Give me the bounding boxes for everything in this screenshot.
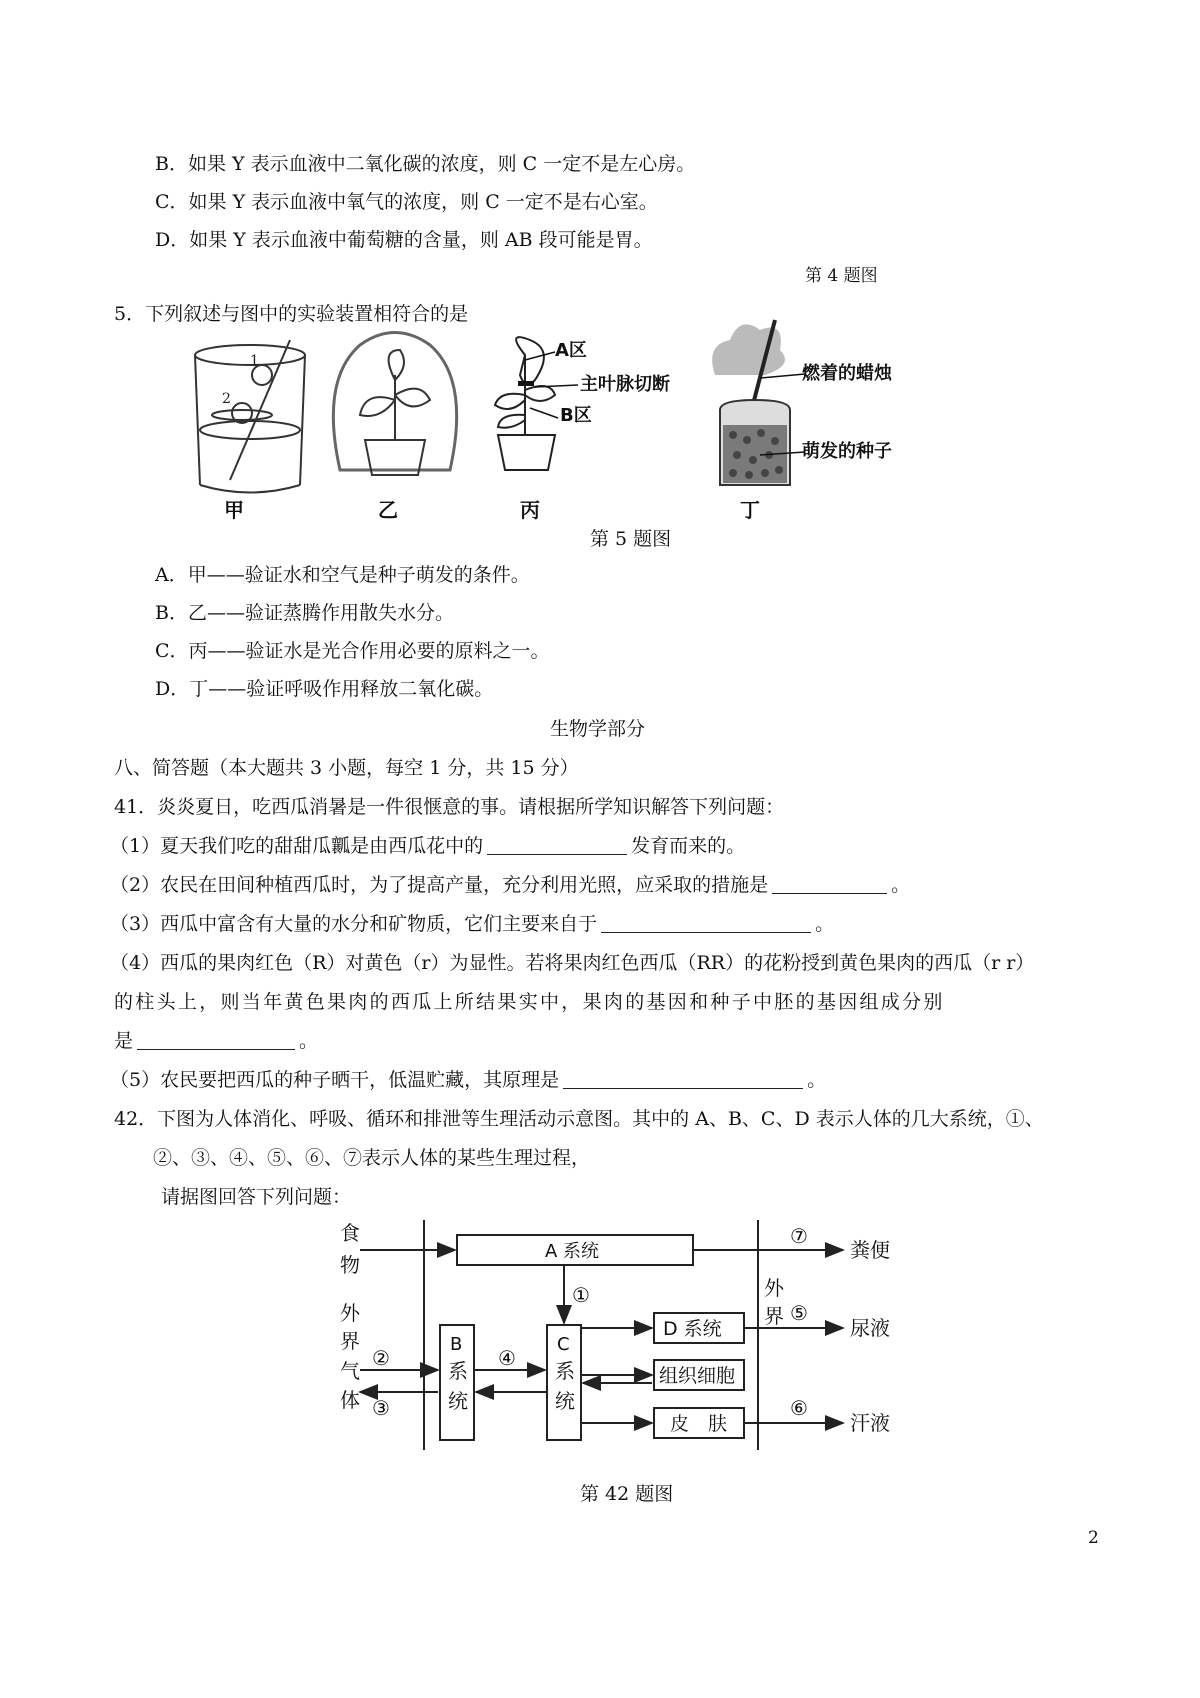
physiology-flow-diagram: [340, 1215, 920, 1455]
c-system-3: 统: [555, 1389, 575, 1413]
num-6: ⑥: [790, 1396, 808, 1420]
q41-sub4-text: 是: [114, 1030, 134, 1052]
num-5: ⑤: [790, 1301, 808, 1325]
label-a-zone: A区: [555, 340, 587, 361]
d-system-label: D 系统: [663, 1318, 722, 1340]
q41-sub3-text: （3）西瓜中富含有大量的水分和矿物质，它们主要来自于: [110, 913, 598, 935]
pointer-lines-bing: [520, 340, 590, 420]
q41-sub5-text: （5）农民要把西瓜的种子晒干，低温贮藏，其原理是: [110, 1069, 560, 1091]
skin-label: 皮 肤: [670, 1413, 728, 1435]
label-outside-right-1: 外: [764, 1276, 784, 1300]
b-system-1: B: [450, 1334, 463, 1355]
q41-sub1-text: （1）夏天我们吃的甜甜瓜瓤是由西瓜花中的: [110, 835, 484, 857]
label-gas-1: 气: [340, 1359, 360, 1383]
q41-blank-3[interactable]: [601, 914, 811, 933]
label-food-2: 物: [340, 1253, 360, 1277]
label-candle: 燃着的蜡烛: [802, 363, 892, 384]
num-2: ②: [372, 1346, 390, 1370]
q41-sub2-text: （2）农民在田间种植西瓜时，为了提高产量，充分利用光照，应采取的措施是: [110, 874, 769, 896]
label-vein-cut: 主叶脉切断: [580, 374, 670, 395]
q42-stem-line1: 42．下图为人体消化、呼吸、循环和排泄等生理活动示意图。其中的 A、B、C、D 表示人体的几大系统，①、: [114, 1108, 1044, 1130]
q41-sub3-tail: 。: [815, 913, 835, 935]
num-4: ④: [498, 1346, 516, 1370]
q41-sub4-tail: 。: [299, 1030, 319, 1052]
a-system-label: A 系统: [545, 1241, 600, 1262]
num-7: ⑦: [790, 1224, 808, 1248]
q41-sub4-line1: （4）西瓜的果肉红色（R）对黄色（r）为显性。若将果肉红色西瓜（RR）的花粉授到黄色果肉的西瓜（r r）: [110, 952, 1035, 974]
q5-figure-caption: 第 5 题图: [590, 528, 672, 550]
c-system-2: 系: [555, 1359, 575, 1383]
figure-label-jia: 甲: [224, 498, 244, 522]
b-system-2: 系: [448, 1359, 468, 1383]
q5-option-a: A．甲——验证水和空气是种子萌发的条件。: [155, 564, 530, 586]
bell-jar-plant-figure: [320, 320, 470, 495]
q41-blank-2[interactable]: [772, 875, 887, 894]
num-1: ①: [572, 1283, 590, 1307]
feces-label: 粪便: [850, 1238, 890, 1262]
label-food-1: 食: [340, 1221, 360, 1245]
figure-label-ding: 丁: [740, 498, 760, 522]
q42-stem-line2: ②、③、④、⑤、⑥、⑦表示人体的某些生理过程，: [153, 1147, 591, 1169]
num-3: ③: [372, 1396, 390, 1420]
q41-sub2-tail: 。: [891, 874, 911, 896]
q5-option-b: B．乙——验证蒸腾作用散失水分。: [155, 602, 454, 624]
q41-sub4-line2: 的柱头上，则当年黄色果肉的西瓜上所结果实中，果肉的基因和种子中胚的基因组成分别: [114, 991, 945, 1013]
b-system-3: 统: [448, 1389, 468, 1413]
tissue-cells-label: 组织细胞: [659, 1365, 736, 1387]
q41-sub5: [110, 1069, 826, 1092]
label-outside-1: 外: [340, 1301, 360, 1325]
label-outside-2: 界: [340, 1329, 360, 1353]
label-seeds: 萌发的种子: [802, 441, 892, 462]
label-b-zone: B区: [560, 405, 592, 426]
section-title: 生物学部分: [550, 718, 646, 740]
label-outside-right-2: 界: [764, 1304, 784, 1328]
q42-stem-line3: 请据图回答下列问题：: [161, 1186, 352, 1208]
q5-option-c: C．丙——验证水是光合作用必要的原料之一。: [155, 640, 550, 662]
q4-option-b: B．如果 Y 表示血液中二氧化碳的浓度，则 C 一定不是左心房。: [155, 153, 696, 175]
q41-sub5-tail: 。: [807, 1069, 827, 1091]
q4-option-c: C．如果 Y 表示血液中氧气的浓度，则 C 一定不是右心室。: [155, 191, 658, 213]
q42-figure-caption: 第 42 题图: [580, 1483, 674, 1505]
q41-sub3: [110, 913, 834, 936]
label-gas-2: 体: [340, 1388, 360, 1412]
q4-figure-caption: 第 4 题图: [805, 266, 878, 286]
q5-stem: 5．下列叙述与图中的实验装置相符合的是: [114, 303, 469, 325]
q41-sub1: [110, 835, 745, 858]
page-number: 2: [1088, 1528, 1099, 1548]
q41-blank-5[interactable]: [563, 1070, 803, 1089]
q41-sub1-tail: 发育而来的。: [631, 835, 746, 857]
figure-label-bing: 丙: [520, 498, 540, 522]
q4-option-d: D．如果 Y 表示血液中葡萄糖的含量，则 AB 段可能是胃。: [155, 229, 653, 251]
q41-blank-1[interactable]: [487, 836, 627, 855]
q41-sub4-line3: [114, 1030, 318, 1053]
beaker-seed-apparatus-figure: [180, 335, 325, 495]
urine-label: 尿液: [850, 1316, 890, 1340]
mark-1: 1: [250, 353, 259, 369]
mark-2: 2: [222, 391, 231, 407]
section-part-heading: 八、简答题（本大题共 3 小题，每空 1 分，共 15 分）: [114, 757, 579, 779]
c-system-1: C: [557, 1334, 570, 1355]
q41-stem: 41．炎炎夏日，吃西瓜消暑是一件很惬意的事。请根据所学知识解答下列问题：: [114, 796, 785, 818]
figure-label-yi: 乙: [378, 498, 398, 522]
q41-blank-4[interactable]: [137, 1031, 295, 1050]
q41-sub2: [110, 874, 910, 897]
sweat-label: 汗液: [850, 1411, 890, 1435]
q5-option-d: D．丁——验证呼吸作用释放二氧化碳。: [155, 678, 494, 700]
